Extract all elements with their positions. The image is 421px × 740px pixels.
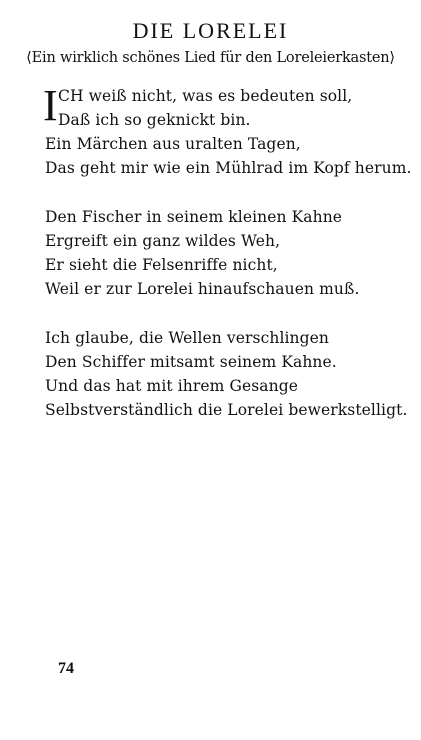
poem-line: Das geht mir wie ein Mühlrad im Kopf herum. bbox=[45, 159, 412, 177]
poem-title: DIE LORELEI bbox=[132, 18, 289, 43]
first-lines-with-dropcap bbox=[43, 81, 405, 132]
drop-cap: I bbox=[43, 81, 58, 130]
stanza-1 bbox=[43, 81, 412, 180]
poem-line: Den Schiffer mitsamt seinem Kahne. bbox=[45, 353, 337, 371]
dropcap-lines bbox=[58, 84, 352, 132]
poem-line: Den Fischer in seinem kleinen Kahne bbox=[45, 208, 343, 226]
poem-line: Weil er zur Lorelei hinaufschauen muß. bbox=[45, 280, 360, 298]
stanza-3 bbox=[45, 326, 408, 422]
poem-line: CH weiß nicht, was es bedeuten soll, bbox=[58, 87, 353, 105]
poem-line: Ich glaube, die Wellen verschlingen bbox=[45, 329, 330, 347]
poem-line: Und das hat mit ihrem Gesange bbox=[45, 377, 299, 395]
poem-body bbox=[43, 81, 412, 447]
poem-subtitle: ⟨Ein wirklich schönes Lied für den Loreleierkasten⟩ bbox=[26, 50, 395, 66]
poem-line: Ein Märchen aus uralten Tagen, bbox=[45, 135, 301, 153]
poem-line: Selbstverständlich die Lorelei bewerkstelligt. bbox=[45, 401, 408, 419]
stanza-2 bbox=[45, 205, 405, 301]
poem-line: Ergreift ein ganz wildes Weh, bbox=[45, 232, 281, 250]
poem-line: Er sieht die Felsenriffe nicht, bbox=[45, 256, 278, 274]
poem-line: Daß ich so geknickt bin. bbox=[58, 111, 251, 129]
page-number: 74 bbox=[58, 660, 74, 677]
